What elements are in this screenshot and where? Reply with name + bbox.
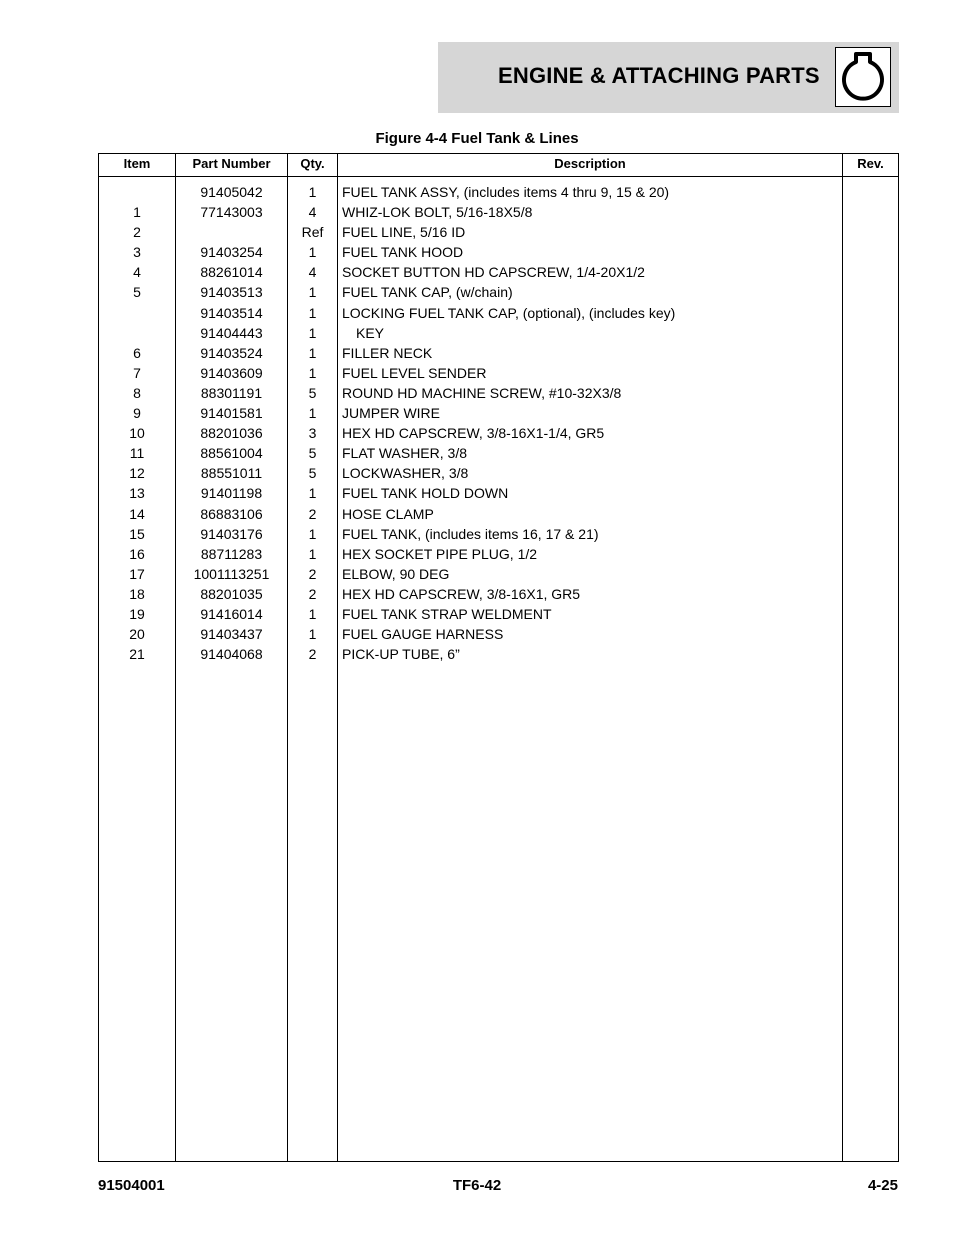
section-title: ENGINE & ATTACHING PARTS [498, 63, 820, 88]
parts-table [98, 153, 899, 1162]
column-header-part-number: Part Number [192, 156, 271, 171]
table-row [99, 303, 898, 323]
table-row [99, 524, 898, 544]
table-row [99, 443, 898, 463]
row-quantity: 3 [308, 425, 317, 442]
row-description: LOCKWASHER, 3/8 [342, 465, 469, 482]
header-divider [99, 176, 898, 177]
row-part-number: 91416014 [200, 605, 263, 622]
row-quantity: 1 [308, 284, 317, 301]
row-quantity: 2 [308, 646, 317, 663]
row-part-number: 91403437 [200, 626, 263, 643]
row-item-number: 6 [133, 344, 141, 361]
table-row [99, 282, 898, 302]
row-item-number: 17 [129, 565, 145, 582]
row-description: FUEL TANK CAP, (w/chain) [342, 284, 513, 301]
row-part-number: 91403513 [200, 284, 263, 301]
row-item-number: 14 [129, 505, 145, 522]
row-description: FLAT WASHER, 3/8 [342, 445, 467, 462]
row-description: FUEL TANK, (includes items 16, 17 & 21) [342, 525, 599, 542]
row-item-number: 19 [129, 605, 145, 622]
table-row [99, 182, 898, 202]
table-row [99, 242, 898, 262]
row-part-number: 91401198 [200, 485, 263, 502]
row-quantity: 1 [308, 364, 317, 381]
row-quantity: 1 [308, 405, 317, 422]
table-row [99, 463, 898, 483]
row-item-number: 9 [133, 405, 141, 422]
row-part-number: 88301191 [200, 384, 263, 401]
row-quantity: 2 [308, 505, 317, 522]
footer-model: TF6-42 [452, 1177, 502, 1194]
row-description: HEX SOCKET PIPE PLUG, 1/2 [342, 545, 538, 562]
row-part-number: 88201036 [200, 425, 263, 442]
column-header-rev: Rev. [857, 156, 884, 171]
row-quantity: 1 [308, 184, 317, 200]
row-quantity: 2 [308, 585, 317, 602]
row-part-number: 86883106 [200, 505, 263, 522]
column-header-qty: Qty. [300, 156, 325, 171]
row-item-number: 13 [129, 485, 145, 502]
footer-page-number: 4-25 [867, 1177, 898, 1194]
row-description: FUEL TANK ASSY, (includes items 4 thru 9, 15 & 20) [342, 184, 670, 200]
table-row [99, 423, 898, 443]
row-item-number: 7 [133, 364, 141, 381]
row-quantity: 1 [308, 485, 317, 502]
row-part-number: 91404068 [200, 646, 263, 663]
table-row [99, 604, 898, 624]
table-row [99, 222, 898, 242]
table-row [99, 343, 898, 363]
row-description: FUEL TANK STRAP WELDMENT [342, 605, 552, 622]
table-row [99, 363, 898, 383]
column-header-description: Description [554, 156, 626, 171]
row-quantity: Ref [301, 224, 324, 241]
row-part-number: 88201035 [200, 585, 263, 602]
row-part-number: 91403514 [200, 304, 263, 321]
header-band [438, 42, 899, 113]
row-quantity: 1 [308, 304, 317, 321]
row-description: FUEL GAUGE HARNESS [342, 626, 504, 643]
table-row [99, 584, 898, 604]
column-header-item: Item [123, 156, 151, 171]
row-quantity: 1 [308, 525, 317, 542]
row-part-number: 88261014 [200, 264, 263, 281]
table-row [99, 644, 898, 664]
row-description: FUEL LEVEL SENDER [342, 364, 487, 381]
row-part-number: 88561004 [200, 445, 263, 462]
row-part-number: 91403176 [200, 525, 263, 542]
row-item-number: 1 [133, 204, 141, 221]
row-quantity: 4 [308, 264, 317, 281]
row-description: HOSE CLAMP [342, 505, 434, 522]
row-part-number: 91405042 [200, 184, 263, 200]
engine-icon [835, 47, 891, 107]
row-item-number: 16 [129, 545, 145, 562]
row-description: JUMPER WIRE [342, 405, 440, 422]
row-quantity: 5 [308, 465, 317, 482]
figure-title: Figure 4-4 Fuel Tank & Lines [375, 130, 579, 147]
footer-doc-number: 91504001 [98, 1177, 165, 1194]
row-item-number: 8 [133, 384, 141, 401]
row-description: HEX HD CAPSCREW, 3/8-16X1-1/4, GR5 [342, 425, 605, 442]
row-item-number: 4 [133, 264, 141, 281]
row-quantity: 5 [308, 445, 317, 462]
table-row [99, 504, 898, 524]
row-part-number: 88711283 [200, 545, 263, 562]
row-quantity: 5 [308, 384, 317, 401]
table-row [99, 323, 898, 343]
row-part-number: 91403524 [200, 344, 263, 361]
row-item-number: 15 [129, 525, 145, 542]
row-part-number: 91403609 [200, 364, 263, 381]
row-item-number: 2 [133, 224, 141, 241]
row-description: ROUND HD MACHINE SCREW, #10-32X3/8 [342, 384, 622, 401]
row-quantity: 4 [308, 204, 317, 221]
table-body [99, 182, 898, 664]
row-description: LOCKING FUEL TANK CAP, (optional), (includes key) [342, 304, 676, 321]
row-item-number: 10 [129, 425, 145, 442]
row-item-number: 11 [129, 445, 145, 462]
row-item-number: 5 [133, 284, 141, 301]
row-description: FUEL LINE, 5/16 ID [342, 224, 466, 241]
table-row [99, 544, 898, 564]
row-description: KEY [356, 324, 385, 341]
row-part-number: 1001113251 [193, 565, 270, 582]
row-quantity: 1 [308, 244, 317, 261]
table-row [99, 564, 898, 584]
table-row [99, 383, 898, 403]
row-part-number: 88551011 [200, 465, 263, 482]
row-description: SOCKET BUTTON HD CAPSCREW, 1/4-20X1/2 [342, 264, 645, 281]
table-row [99, 483, 898, 503]
row-part-number: 91404443 [200, 324, 263, 341]
row-description: ELBOW, 90 DEG [342, 565, 450, 582]
row-quantity: 1 [308, 545, 317, 562]
row-item-number: 20 [129, 626, 145, 643]
row-part-number: 91401581 [200, 405, 263, 422]
table-row [99, 403, 898, 423]
row-item-number: 3 [133, 244, 141, 261]
row-description: FILLER NECK [342, 344, 433, 361]
row-item-number: 12 [129, 465, 145, 482]
row-quantity: 2 [308, 565, 317, 582]
row-item-number: 21 [129, 646, 145, 663]
row-description: PICK-UP TUBE, 6” [342, 646, 460, 663]
row-quantity: 1 [308, 324, 317, 341]
row-part-number: 77143003 [200, 204, 263, 221]
row-description: FUEL TANK HOOD [342, 244, 464, 261]
row-item-number: 18 [129, 585, 145, 602]
row-quantity: 1 [308, 344, 317, 361]
row-quantity: 1 [308, 605, 317, 622]
table-row [99, 202, 898, 222]
row-quantity: 1 [308, 626, 317, 643]
row-part-number: 91403254 [200, 244, 263, 261]
row-description: WHIZ-LOK BOLT, 5/16-18X5/8 [342, 204, 533, 221]
row-description: FUEL TANK HOLD DOWN [342, 485, 509, 502]
table-row [99, 624, 898, 644]
table-row [99, 262, 898, 282]
row-description: HEX HD CAPSCREW, 3/8-16X1, GR5 [342, 585, 581, 602]
